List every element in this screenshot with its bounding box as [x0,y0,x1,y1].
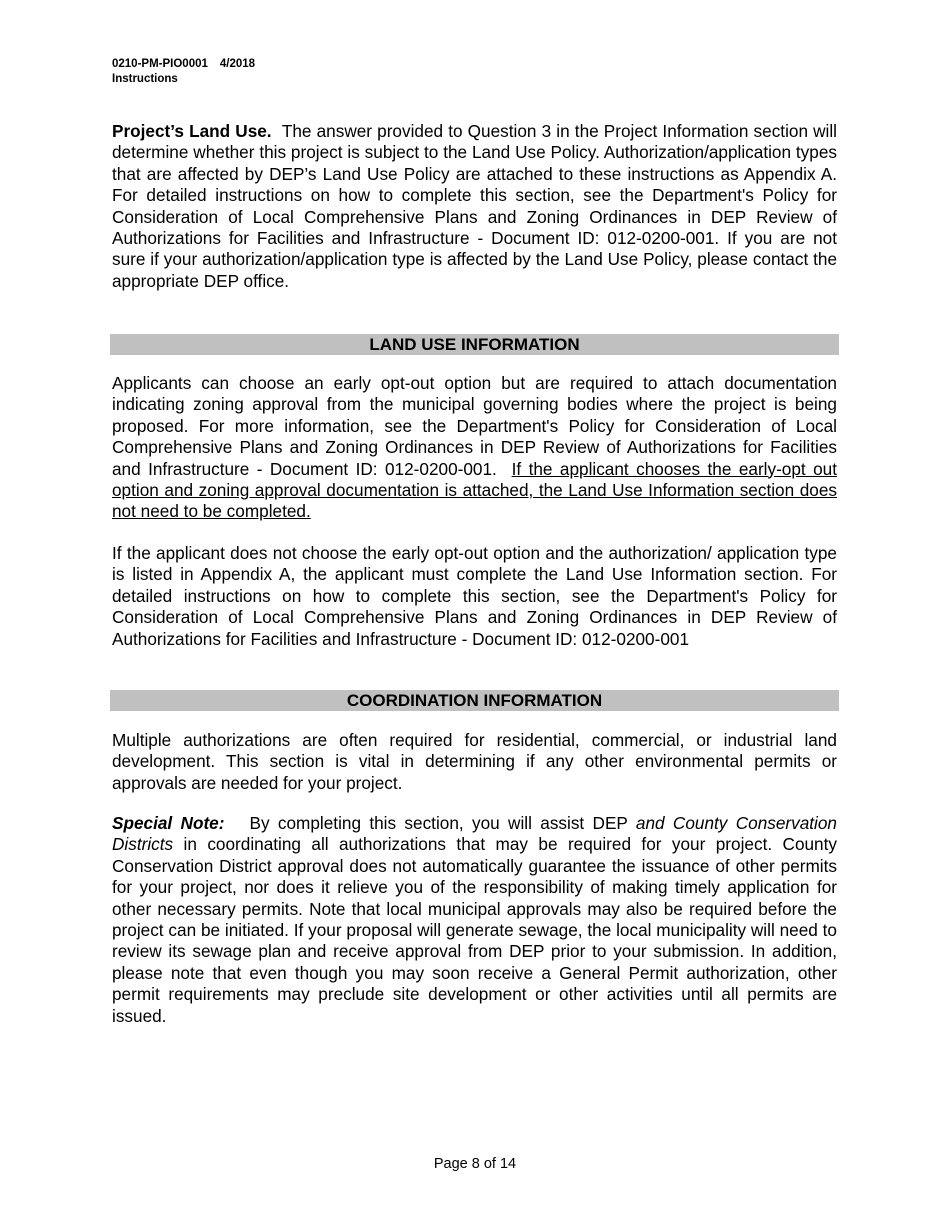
land-use-intro-paragraph [112,121,837,292]
land-use-paragraph-1-text: Applicants can choose an early opt-out option but are required to attach documentation indicating zoning approval from the municipal governing bodies where the project is being proposed. For more information, see the Department's Policy for Consideration of Local Comprehensive Plans and Zoning Ordinances in DEP Review of Authorizations for Facilities and Infrastructure - Document ID: 012-0200-001. [112,373,837,479]
land-use-paragraph-1-underlined: If the applicant chooses the early-opt out option and zoning approval documentation is attached, the Land Use Information section does not need to be completed. [112,458,838,522]
document-subtitle: Instructions [112,73,178,85]
special-note-post: in coordinating all authorizations that may be required for your project. County Conservation District approval does not automatically guarantee the issuance of other permits for your project, nor does it relieve you of the responsibility of making timely application for other necessary permits. Note that local municipal approvals may also be required before the project can be initiated. If your proposal will generate sewage, the local municipality will need to review its sewage plan and receive approval from DEP prior to your submission. In addition, please note that even though you may soon receive a General Permit authorization, other permit requirements may preclude site development or other activities until all permits are issued. [112,834,837,1026]
special-note-paragraph [112,813,837,1027]
land-use-paragraph-1 [112,373,837,523]
coordination-section-title: COORDINATION INFORMATION [110,690,839,711]
land-use-paragraph-2: If the applicant does not choose the early opt-out option and the authorization/ application type is listed in Appendix A, the applicant must complete the Land Use Information section. For detailed instructions on how to complete this section, see the Department's Policy for Consideration of Local Comprehensive Plans and Zoning Ordinances in DEP Review of Authorizations for Facilities and Infrastructure - Document ID: 012-0200-001 [112,543,837,649]
document-date: 4/2018 [219,58,256,70]
special-note-pre: By completing this section, you will assist DEP [249,813,628,833]
document-header [112,57,255,87]
special-note-label: Special Note: [112,813,225,833]
land-use-section-title: LAND USE INFORMATION [110,334,839,355]
page-number: Page 8 of 14 [433,1156,517,1172]
land-use-intro-heading: Project’s Land Use. [112,121,272,141]
special-note-italic: and County Conservation Districts [112,813,837,855]
land-use-intro-text: The answer provided to Question 3 in the Project Information section will determine whether this project is subject to the Land Use Policy. Authorization/application types that are affected by DEP’s Land Use Policy are attached to these instructions as Appendix A. For detailed instructions on how to complete this section, see the Department's Policy for Consideration of Local Comprehensive Plans and Zoning Ordinances in DEP Review of Authorizations for Facilities and Infrastructure - Document ID: 012-0200-001. If you are not sure if your authorization/application type is affected by the Land Use Policy, please contact the appropriate DEP office. [112,121,838,291]
coordination-paragraph-1: Multiple authorizations are often required for residential, commercial, or industrial land development. This section is vital in determining if any other environmental permits or approvals are needed for your project. [112,730,837,793]
document-code: 0210-PM-PIO0001 [112,58,208,70]
